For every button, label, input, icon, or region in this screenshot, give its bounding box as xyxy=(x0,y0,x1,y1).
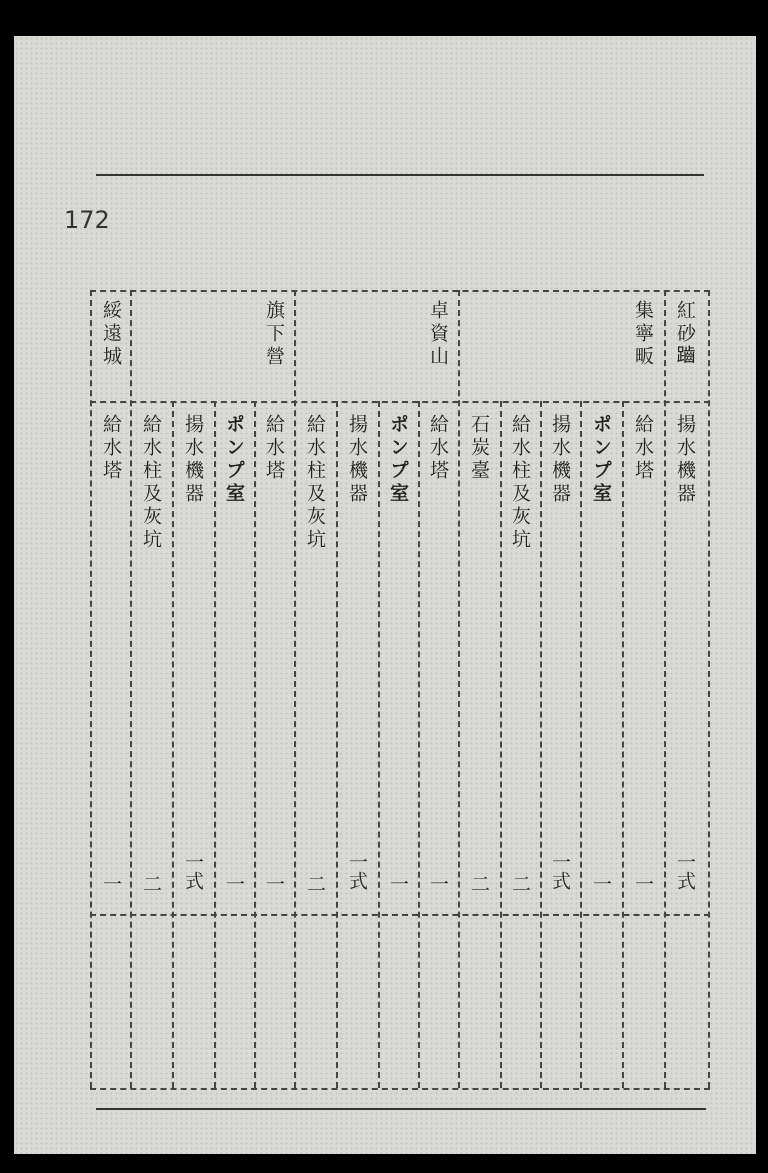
column-divider xyxy=(214,401,216,1088)
item-name: ポンプ室 xyxy=(590,414,612,506)
table-left-border xyxy=(90,290,92,1088)
quantity-divider xyxy=(90,914,710,916)
column-divider xyxy=(418,401,420,1088)
item-quantity: 二 xyxy=(304,874,326,893)
item-quantity: 一 xyxy=(427,874,449,893)
item-name: 石炭臺 xyxy=(468,414,490,483)
table-bottom-border xyxy=(90,1088,710,1090)
item-quantity: 一 xyxy=(632,874,654,893)
station-name: 卓資山 xyxy=(427,300,449,369)
item-quantity: 一 xyxy=(590,874,612,893)
item-quantity: 二 xyxy=(468,874,490,893)
item-quantity: 二 xyxy=(140,874,162,893)
item-quantity: 一 xyxy=(263,874,285,893)
item-name: 給水塔 xyxy=(427,414,449,483)
item-quantity: 一 xyxy=(223,874,245,893)
table-top-border xyxy=(90,290,710,292)
item-quantity: 一式 xyxy=(182,852,204,890)
item-quantity: 一 xyxy=(100,874,122,893)
top-rule xyxy=(96,174,704,176)
item-name: 揚水機器 xyxy=(346,414,368,506)
column-divider xyxy=(254,401,256,1088)
item-quantity: 一式 xyxy=(674,852,696,890)
item-quantity: 一式 xyxy=(346,852,368,890)
item-name: 給水柱及灰坑 xyxy=(140,414,162,552)
column-divider xyxy=(172,401,174,1088)
group-divider xyxy=(294,290,296,1088)
item-name: 揚水機器 xyxy=(674,414,696,506)
header-divider xyxy=(90,401,710,403)
group-divider xyxy=(664,290,666,1088)
column-divider xyxy=(500,401,502,1088)
group-divider xyxy=(458,290,460,1088)
column-divider xyxy=(336,401,338,1088)
column-divider xyxy=(540,401,542,1088)
column-divider xyxy=(378,401,380,1088)
column-divider xyxy=(622,401,624,1088)
item-quantity: 一 xyxy=(387,874,409,893)
item-name: 揚水機器 xyxy=(549,414,571,506)
item-name: 給水塔 xyxy=(263,414,285,483)
item-name: 給水柱及灰坑 xyxy=(304,414,326,552)
station-name: 綏遠城 xyxy=(100,300,122,369)
bottom-rule xyxy=(96,1108,706,1110)
station-name: 紅砂𪘏 xyxy=(674,300,696,369)
item-name: 給水塔 xyxy=(100,414,122,483)
station-name: 旗下營 xyxy=(263,300,285,369)
item-name: 給水塔 xyxy=(632,414,654,483)
table-right-border xyxy=(708,290,710,1088)
item-quantity: 一式 xyxy=(549,852,571,890)
item-name: 揚水機器 xyxy=(182,414,204,506)
page-number: 172 xyxy=(64,206,110,234)
station-name: 集寧畈 xyxy=(632,300,654,369)
item-name: ポンプ室 xyxy=(223,414,245,506)
item-name: 給水柱及灰坑 xyxy=(509,414,531,552)
item-quantity: 二 xyxy=(509,874,531,893)
column-divider xyxy=(580,401,582,1088)
document-page xyxy=(14,36,756,1154)
item-name: ポンプ室 xyxy=(387,414,409,506)
group-divider xyxy=(130,290,132,1088)
